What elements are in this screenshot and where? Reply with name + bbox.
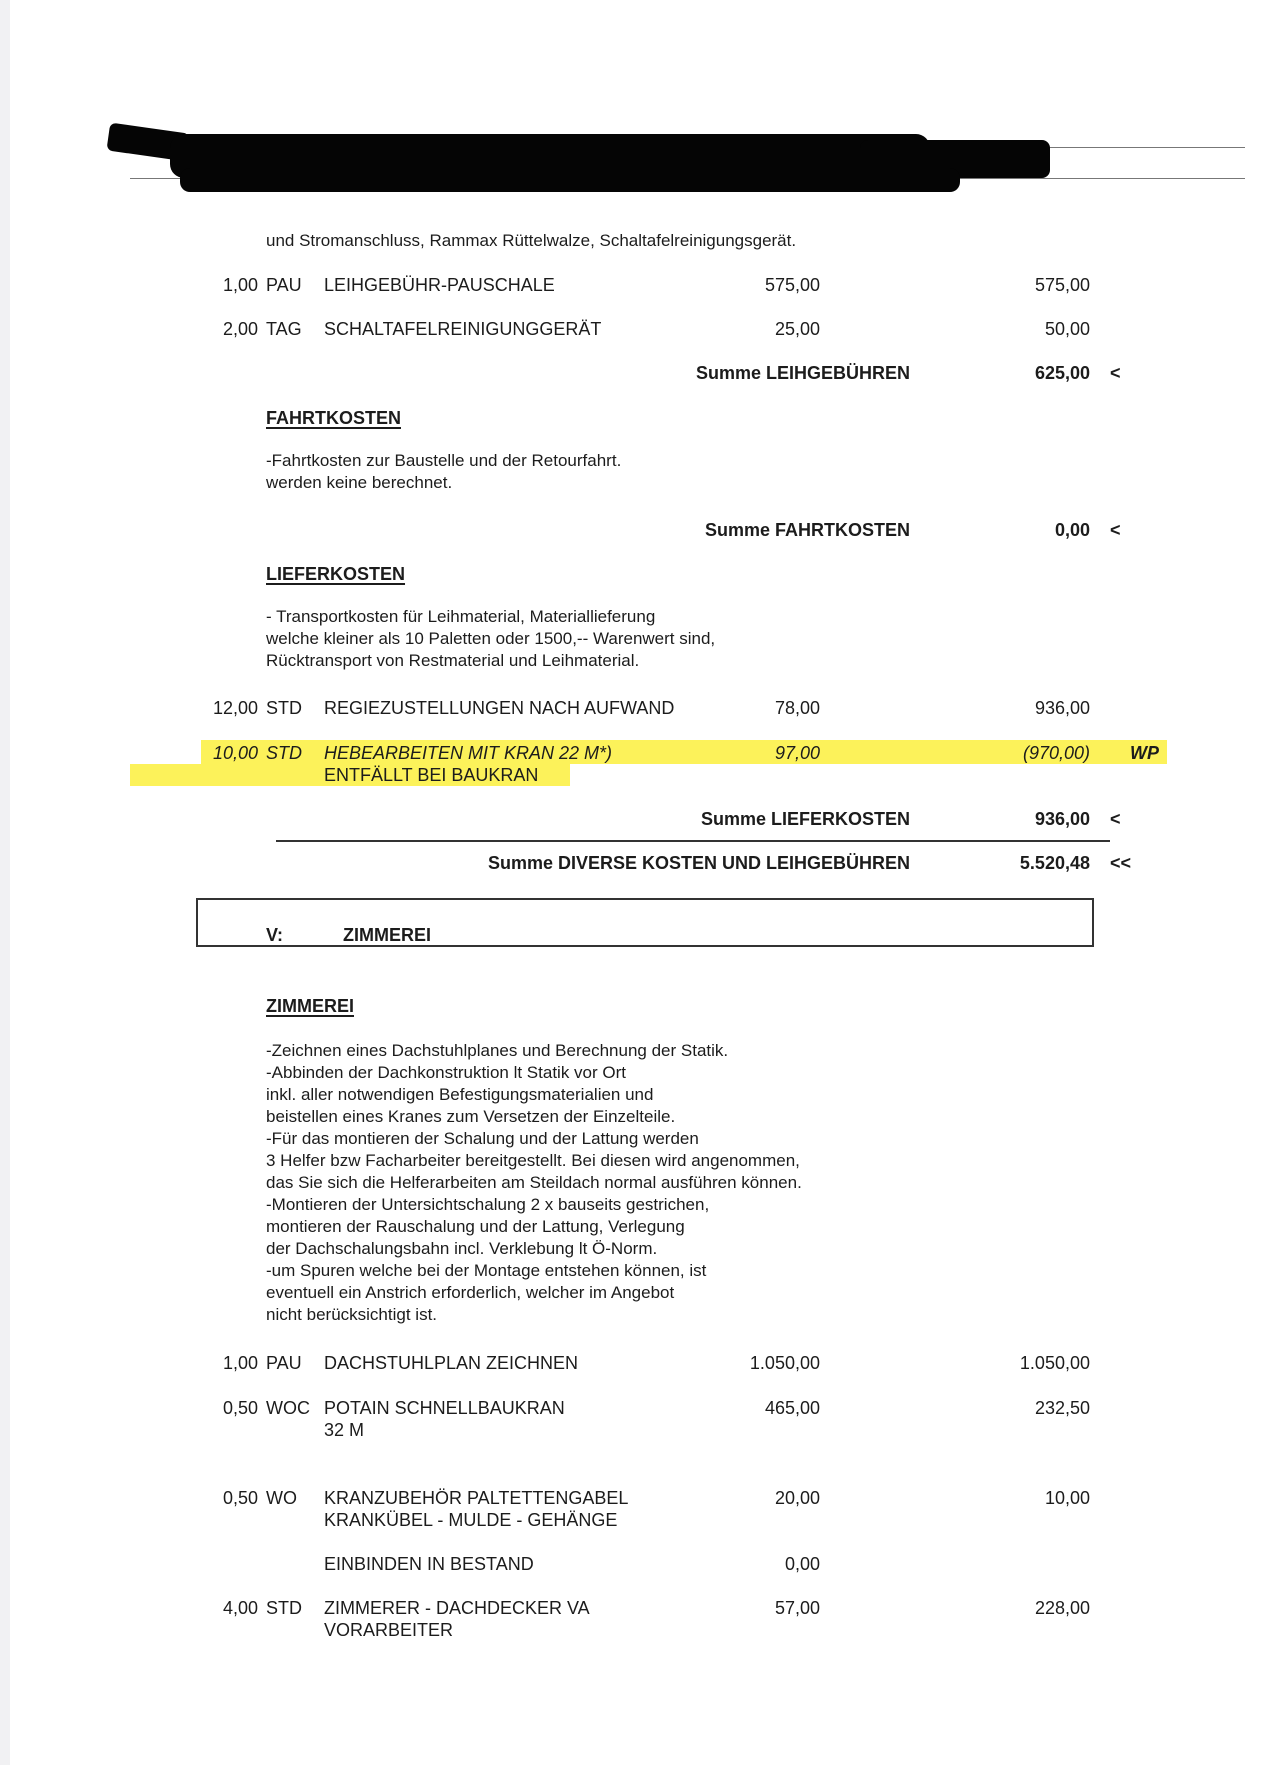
row-unit: STD xyxy=(266,743,302,763)
row-qty: 0,50 xyxy=(222,1398,258,1418)
row-total: 232,50 xyxy=(1034,1398,1090,1418)
intro-text: und Stromanschluss, Rammax Rüttelwalze, Schaltafelreinigungsgerät. xyxy=(266,231,797,250)
sum-marker: < xyxy=(1110,809,1121,829)
row-total: 936,00 xyxy=(1034,698,1090,718)
sum-marker: < xyxy=(1110,520,1121,540)
sum-label: Summe FAHRTKOSTEN xyxy=(704,520,910,540)
row-unit: WO xyxy=(266,1488,297,1508)
section-heading: ZIMMEREI xyxy=(266,996,354,1016)
row-qty: 2,00 xyxy=(222,319,258,339)
grand-total-marker: << xyxy=(1110,853,1132,873)
row-total: 10,00 xyxy=(1044,1488,1090,1508)
row-unit: TAG xyxy=(266,319,302,339)
row-price: 1.050,00 xyxy=(749,1353,820,1373)
row-unit: PAU xyxy=(266,275,302,295)
row-total: (970,00) xyxy=(1022,743,1090,763)
sum-value: 625,00 xyxy=(1034,363,1090,383)
row-desc-line2: 32 M xyxy=(324,1420,365,1440)
row-desc: SCHALTAFELREINIGUNGGERÄT xyxy=(324,319,602,339)
row-price: 97,00 xyxy=(774,743,820,763)
sum-label: Summe LIEFERKOSTEN xyxy=(700,809,910,829)
row-total: 228,00 xyxy=(1034,1598,1090,1618)
section-heading: LIEFERKOSTEN xyxy=(266,564,406,584)
row-desc-line2: ENTFÄLLT BEI BAUKRAN xyxy=(324,765,539,785)
row-price: 20,00 xyxy=(774,1488,820,1508)
row-price: 25,00 xyxy=(774,319,820,339)
row-total: 1.050,00 xyxy=(1019,1353,1090,1373)
grand-total-value: 5.520,48 xyxy=(1019,853,1090,873)
row-flag: WP xyxy=(1130,743,1159,763)
row-desc-line2: KRANKÜBEL - MULDE - GEHÄNGE xyxy=(324,1510,618,1530)
sum-value: 0,00 xyxy=(1054,520,1090,540)
row-price: 575,00 xyxy=(764,275,820,295)
sum-marker: < xyxy=(1110,363,1121,383)
row-qty: 4,00 xyxy=(222,1598,258,1618)
row-qty: 10,00 xyxy=(212,743,258,763)
row-unit: WOC xyxy=(266,1398,310,1418)
grand-total-label: Summe DIVERSE KOSTEN UND LEIHGEBÜHREN xyxy=(487,853,910,873)
document-page xyxy=(10,0,1280,1765)
row-desc: HEBEARBEITEN MIT KRAN 22 M*) xyxy=(324,743,613,763)
section-text: -Fahrtkosten zur Baustelle und der Retourfahrt. werden keine berechnet. xyxy=(266,451,622,492)
row-desc: EINBINDEN IN BESTAND xyxy=(324,1554,534,1574)
row-desc: KRANZUBEHÖR PALTETTENGABEL xyxy=(324,1488,629,1508)
row-total: 50,00 xyxy=(1044,319,1090,339)
row-qty: 1,00 xyxy=(222,1353,258,1373)
row-total: 575,00 xyxy=(1034,275,1090,295)
row-qty: 12,00 xyxy=(212,698,258,718)
row-desc: ZIMMERER - DACHDECKER VA xyxy=(324,1598,590,1618)
row-unit: STD xyxy=(266,1598,302,1618)
row-desc: DACHSTUHLPLAN ZEICHNEN xyxy=(324,1353,579,1373)
row-desc-line2: VORARBEITER xyxy=(324,1620,454,1640)
row-qty: 1,00 xyxy=(222,275,258,295)
row-desc: POTAIN SCHNELLBAUKRAN xyxy=(324,1398,565,1418)
row-desc: LEIHGEBÜHR-PAUSCHALE xyxy=(324,275,555,295)
section-box xyxy=(196,898,1094,947)
row-price: 0,00 xyxy=(784,1554,820,1574)
row-desc: REGIEZUSTELLUNGEN NACH AUFWAND xyxy=(324,698,675,718)
row-price: 465,00 xyxy=(764,1398,820,1418)
sum-value: 936,00 xyxy=(1034,809,1090,829)
row-unit: PAU xyxy=(266,1353,302,1373)
section-heading: FAHRTKOSTEN xyxy=(266,408,401,428)
total-divider xyxy=(276,840,1110,842)
row-price: 57,00 xyxy=(774,1598,820,1618)
row-qty: 0,50 xyxy=(222,1488,258,1508)
section-number: V: xyxy=(266,925,284,945)
section-text: - Transportkosten für Leihmaterial, Materiallieferung welche kleiner als 10 Paletten oder 1500,-- Warenwert sind, Rücktransport von Restmaterial und Leihmaterial. xyxy=(266,607,716,670)
section-text: -Zeichnen eines Dachstuhlplanes und Berechnung der Statik. -Abbinden der Dachkonstruktion lt Statik vor Ort inkl. aller notwendigen Befestigungsmaterialien und beistellen eines Kranes zum Versetzen der Einzelteile. -Für das montieren der Schalung und der Lattung werden 3 Helfer bzw Facharbeiter bereitgestellt. Bei diesen wird angenommen, das Sie sich die Helferarbeiten am Steildach normal ausführen können. -Montieren der Untersichtschalung 2 x bauseits gestrichen, montieren der Rauschalung und der Lattung, Verlegung der Dachschalungsbahn incl. Verklebung lt Ö-Norm. -um Spuren welche bei der Montage entstehen können, ist eventuell ein Anstrich erforderlich, welcher im Angebot nicht berücksichtigt ist. xyxy=(266,1041,802,1324)
sum-label: Summe LEIHGEBÜHREN xyxy=(695,363,910,383)
row-unit: STD xyxy=(266,698,302,718)
row-price: 78,00 xyxy=(774,698,820,718)
section-title: ZIMMEREI xyxy=(343,925,431,945)
